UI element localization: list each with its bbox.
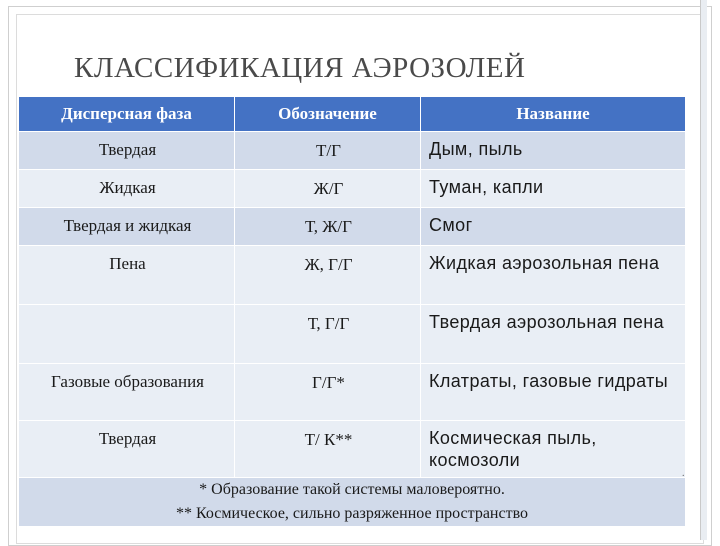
code-cell: Т/ К**: [304, 430, 353, 449]
table-header-row: [19, 97, 686, 132]
table-row: [19, 170, 686, 208]
name-cell: Жидкая аэрозольная пена: [429, 253, 660, 273]
aerosol-classification-table: [18, 96, 686, 527]
phase-cell: Твердая: [98, 140, 157, 159]
decorative-dot: .: [682, 468, 685, 479]
header-name: Название: [421, 97, 686, 132]
phase-cell: [19, 305, 234, 312]
phase-cell: Пена: [109, 254, 146, 273]
phase-cell: Газовые образования: [51, 372, 204, 391]
name-cell: Дым, пыль: [429, 139, 523, 159]
header-dispersed-phase: Дисперсная фаза: [19, 97, 235, 132]
table-row: [19, 246, 686, 305]
phase-cell: Твердая и жидкая: [63, 216, 192, 235]
name-cell: Смог: [429, 215, 473, 235]
name-cell: Туман, капли: [429, 177, 544, 197]
footnote-1: * Образование такой системы маловероятно.: [199, 481, 505, 498]
code-cell: Ж/Г: [313, 179, 344, 198]
footnote-2: ** Космическое, сильно разряженное пространство: [175, 505, 529, 522]
phase-cell: Жидкая: [99, 178, 156, 197]
slide-title: КЛАССИФИКАЦИЯ АЭРОЗОЛЕЙ: [74, 52, 526, 84]
table-row: [19, 421, 686, 478]
table-row: [19, 132, 686, 170]
name-cell: Космическая пыль, космозоли: [429, 428, 597, 470]
code-cell: Т, Ж/Г: [305, 217, 352, 236]
footnotes-cell: [19, 478, 686, 527]
code-cell: Ж, Г/Г: [304, 255, 353, 274]
footnote-row: [19, 478, 686, 527]
code-cell: Т, Г/Г: [307, 314, 350, 333]
table-row: [19, 364, 686, 421]
table-row: [19, 208, 686, 246]
table-row: [19, 305, 686, 364]
phase-cell: Твердая: [98, 429, 157, 448]
name-cell: Клатраты, газовые гидраты: [429, 371, 669, 391]
code-cell: Т/Г: [316, 141, 341, 160]
slide-right-edge: [700, 0, 707, 540]
header-designation: Обозначение: [235, 97, 421, 132]
name-cell: Твердая аэрозольная пена: [429, 312, 665, 332]
code-cell: Г/Г*: [312, 373, 345, 392]
